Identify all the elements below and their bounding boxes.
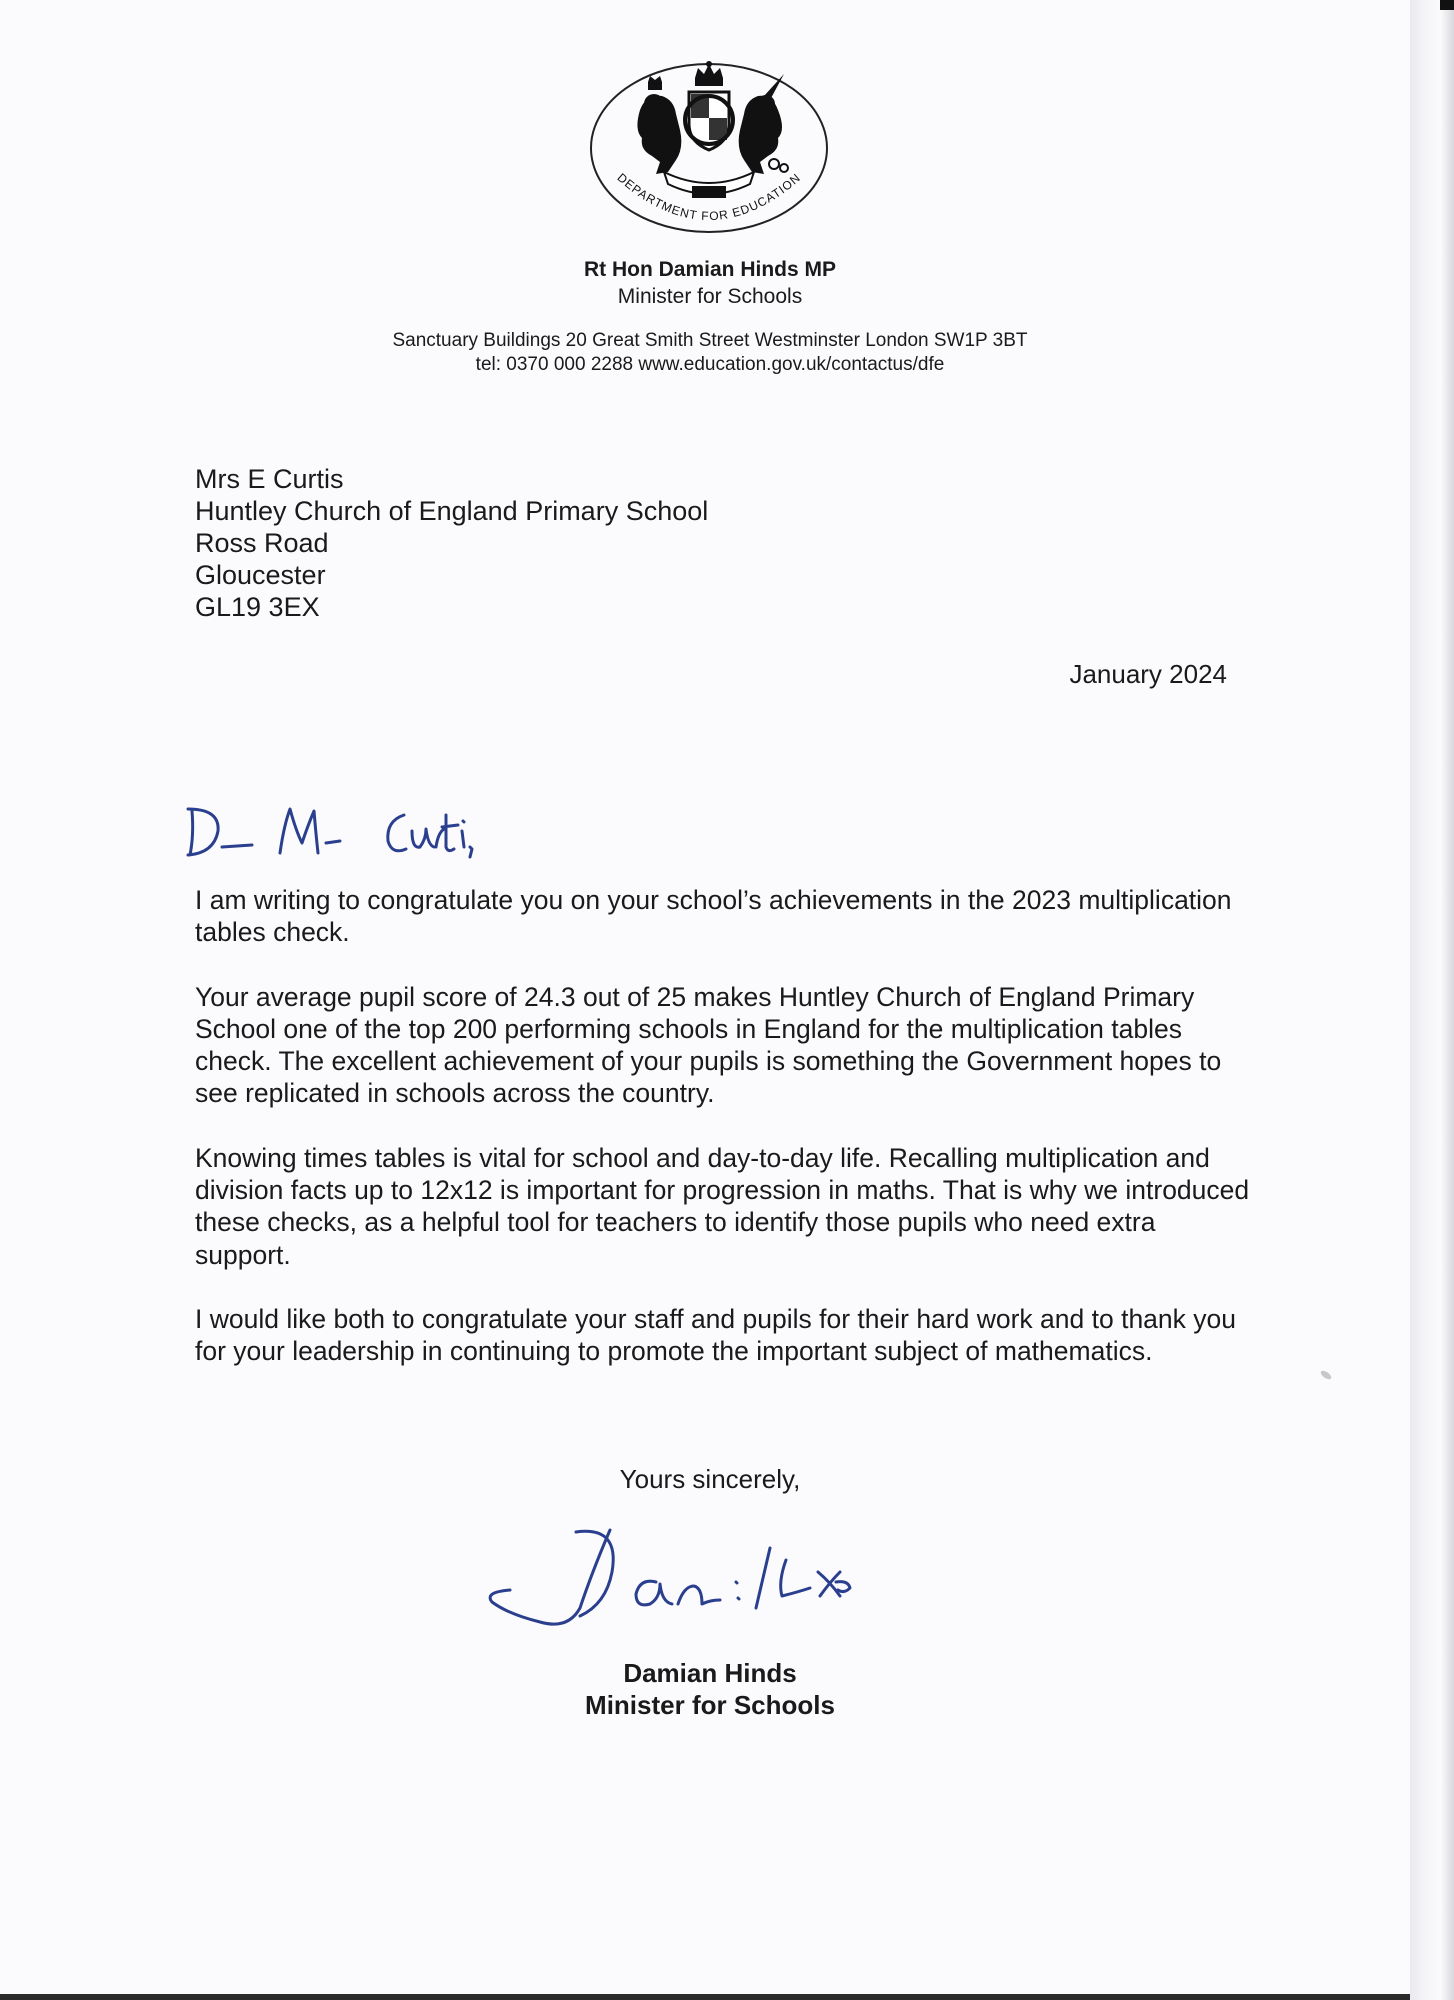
recipient-line: Huntley Church of England Primary School [195,496,709,526]
letter-closing: Yours sincerely, [619,1464,801,1494]
signer-name: Damian Hinds [623,1658,797,1688]
body-paragraph: Knowing times tables is vital for school and day-to-day life. Recalling multiplication and division facts up to 12x12 is important for progression in maths. That is why we introduced these checks, as a helpful tool for teachers to identify those pupils who need extra support. [195,1142,1250,1270]
page-edge-shadow [1410,0,1454,2000]
handwritten-signature [480,1512,920,1642]
body-paragraph: I am writing to congratulate you on your school’s achievements in the 2023 multiplication tables check. [195,885,1232,948]
recipient-line: Mrs E Curtis [195,464,344,494]
recipient-line: Ross Road [195,528,329,558]
scan-corner [1440,0,1454,10]
letter-body [195,884,1255,1400]
letter-date: January 2024 [1069,659,1227,689]
body-paragraph: I would like both to congratulate your staff and pupils for their hard work and to thank you for your leadership in continuing to promote the important subject of mathematics. [195,1303,1236,1367]
crest-text: DEPARTMENT FOR EDUCATION [614,170,804,224]
letterhead-address: Sanctuary Buildings 20 Great Smith Street Westminster London SW1P 3BT [392,330,1028,351]
letterhead-contact: tel: 0370 000 2288 www.education.gov.uk/contactus/dfe [475,354,945,375]
recipient-line: Gloucester [195,560,326,590]
body-paragraph: Your average pupil score of 24.3 out of 25 makes Huntley Church of England Primary School one of the top 200 performing schools in England for the multiplication tables check. The excellent achievement of your pupils is something the Government hopes to see replicated in schools across the country. [195,981,1222,1109]
paper-speck [1319,1369,1332,1381]
handwritten-salutation [180,795,580,865]
letterhead-minister-name: Rt Hon Damian Hinds MP [583,258,836,281]
recipient-address [195,463,708,623]
recipient-line: GL19 3EX [195,592,320,622]
dfe-crest-logo [588,60,830,236]
signer-role: Minister for Schools [585,1690,835,1720]
letterhead-minister-role: Minister for Schools [617,285,803,308]
